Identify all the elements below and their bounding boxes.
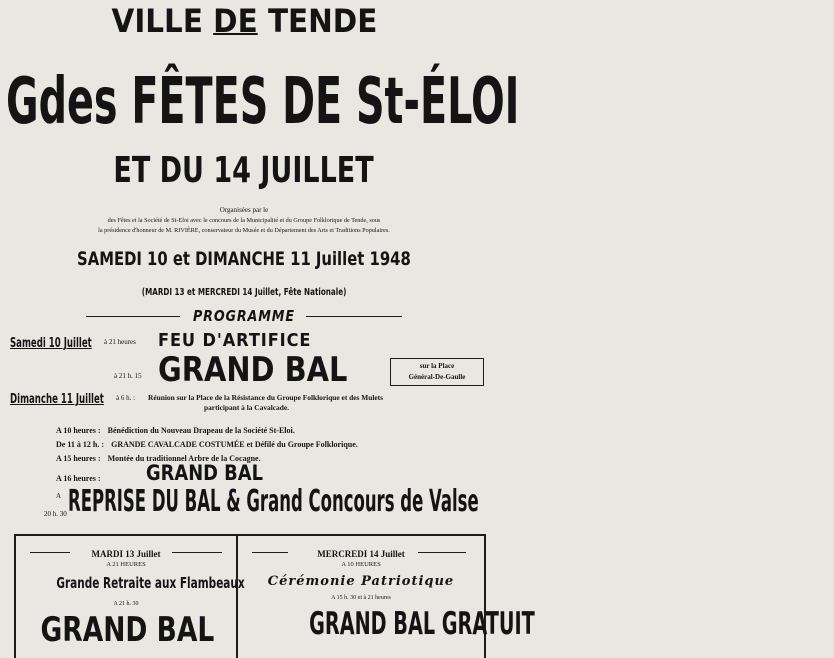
organisers-line1: Organisées par le xyxy=(219,206,269,214)
reprise-banner: REPRISE DU BAL & Grand Concours de Valse xyxy=(68,484,479,519)
sunday-desc2: participant à la Cavalcade. xyxy=(204,403,289,412)
town-de: DE xyxy=(212,2,258,40)
mardi-event: Grande Retraite aux Flambeaux xyxy=(56,574,245,592)
sunday-desc1: Réunion sur la Place de la Résistance du Groupe Folklorique et des Mulets xyxy=(148,393,383,402)
sunday-item-1: De 11 à 12 h. : GRANDE CAVALCADE COSTUMÉE et Défilé du Groupe Folklorique. xyxy=(56,440,358,449)
sub-dates: (MARDI 13 et MERCREDI 14 Juillet, Fête Nationale) xyxy=(141,287,347,298)
reprise-time: 20 h. 30 xyxy=(44,510,67,518)
main-dates: SAMEDI 10 et DIMANCHE 11 Juillet 1948 xyxy=(77,248,411,270)
saturday-day: Samedi 10 Juillet xyxy=(10,336,92,351)
mercredi-time2: A 15 h. 30 et à 21 heures xyxy=(331,595,391,601)
festival-name: FÊTES DE St-ÉLOI xyxy=(131,65,520,139)
organisers-line3: la présidence d'honneur de M. RIVIÈRE, conservateur du Musée et du Département des Arts et Traditions Populaires. xyxy=(98,227,390,234)
saturday-place2: Général-De-Gaulle xyxy=(408,373,466,381)
sunday-item-0: A 10 heures : Bénédiction du Nouveau Drapeau de la Société St-Eloi. xyxy=(56,426,295,435)
town-ville: VILLE xyxy=(111,2,203,40)
organisers-line2: des Fêtes et la Société de St-Eloi avec le concours de la Municipalité et du Groupe Folklorique de Tende, sous xyxy=(107,217,381,224)
subtitle-juillet: ET DU 14 JUILLET xyxy=(113,150,375,191)
mardi-bal: GRAND BAL xyxy=(40,610,215,650)
town-title xyxy=(0,2,488,42)
sunday-item-2: A 15 heures : Montée du traditionnel Arbre de la Cocagne. xyxy=(56,454,261,463)
saturday-time1: à 21 heures xyxy=(104,338,136,346)
saturday-place1: sur la Place xyxy=(419,362,455,370)
mardi-time: A 21 HEURES xyxy=(106,561,146,568)
sunday-bal-time: A 16 heures : xyxy=(56,474,101,483)
town-tende: TENDE xyxy=(267,2,377,40)
mardi-time2: A 21 h. 30 xyxy=(113,601,139,607)
saturday-event1: FEU D'ARTIFICE xyxy=(158,330,312,351)
saturday-event2: GRAND BAL xyxy=(158,350,348,390)
saturday-time2: à 21 h. 15 xyxy=(114,372,142,380)
saturday-place-box xyxy=(390,358,484,386)
sunday-time: à 6 h. : xyxy=(116,394,136,402)
sunday-bal: GRAND BAL xyxy=(146,461,263,485)
mercredi-rule-right xyxy=(418,552,466,553)
mardi-title: MARDI 13 Juillet xyxy=(91,549,161,559)
mardi-rule-right xyxy=(172,552,222,553)
festival-title xyxy=(6,62,520,142)
mercredi-time: A 10 HEURES xyxy=(341,561,381,568)
mercredi-bal: GRAND BAL GRATUIT xyxy=(309,606,535,642)
reprise-time-a: A xyxy=(56,492,62,500)
sunday-day: Dimanche 11 Juillet xyxy=(10,392,104,407)
mercredi-title: MERCREDI 14 Juillet xyxy=(317,549,405,559)
programme-rule-right xyxy=(306,316,402,317)
festival-gdes: Gdes xyxy=(6,65,118,139)
programme-title: PROGRAMME xyxy=(193,307,295,325)
mercredi-event: Cérémonie Patriotique xyxy=(267,574,455,589)
